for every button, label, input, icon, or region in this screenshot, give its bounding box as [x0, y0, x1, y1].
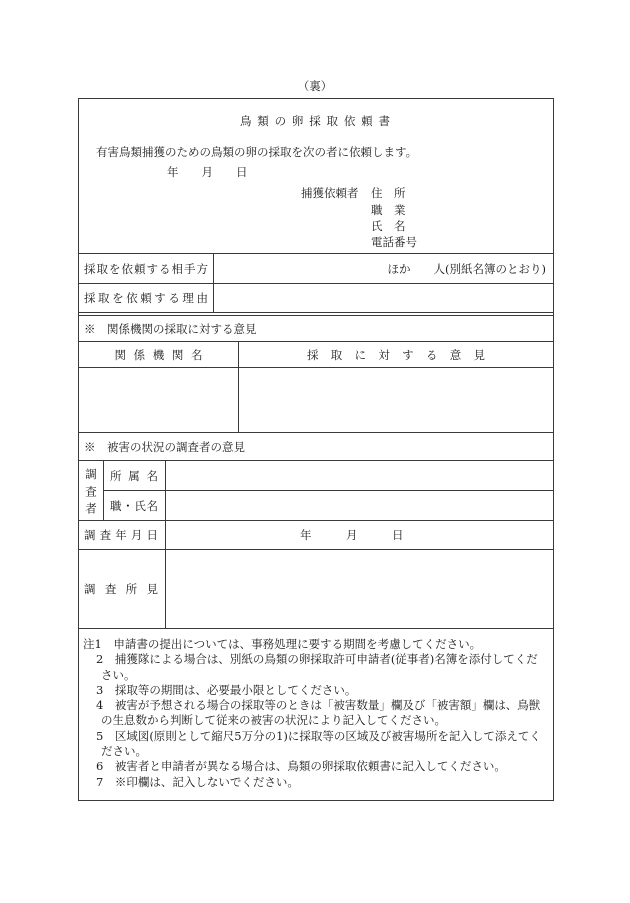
agency-section-title: ※ 関係機関の採取に対する意見 [84, 321, 257, 336]
counterpart-value: ほか 人(別紙名簿のとおり) [387, 261, 546, 276]
affiliation-value-cell [166, 461, 553, 490]
position-name-value-cell [166, 491, 553, 520]
reason-label: 採取を依頼する理由 [84, 291, 208, 305]
note-item [79, 775, 553, 790]
note-line: 5 区域図(原則として縮尺5万分の1)に採取等の区域及び被害場所を記入して添えてく [96, 728, 541, 743]
survey-date-label-cell [79, 521, 166, 549]
requester-label: 捕獲依頼者 [301, 186, 359, 200]
name-label: 氏 名 [371, 219, 406, 233]
investigator-row [79, 461, 553, 521]
position-name-label-cell [104, 491, 166, 520]
phone-label: 電話番号 [371, 235, 417, 249]
note-line: 3 採取等の期間は、必要最小限としてください。 [96, 682, 357, 697]
investigator-label-cell [79, 461, 104, 520]
counterpart-label-cell [79, 254, 214, 283]
survey-findings-value-cell [166, 550, 553, 628]
note-line: 2 捕獲隊による場合は、別紙の鳥類の卵採取許可申請者(従事者)名簿を添付してくだ [96, 652, 538, 667]
reason-value-cell [214, 284, 553, 312]
note-item [79, 698, 553, 729]
survey-findings-label: 調査所見 [84, 582, 158, 596]
investigator-section-title: ※ 被害の状況の調査者の意見 [84, 439, 245, 454]
note-item [79, 637, 553, 652]
note-line: 4 被害が予想される場合の採取等のときは「被害数量」欄及び「被害額」欄は、鳥獣 [96, 698, 541, 713]
page-side-label: （裏） [297, 79, 333, 93]
agency-header-row [79, 342, 553, 368]
survey-date-value-cell [166, 521, 553, 549]
occupation-label: 職 業 [371, 203, 406, 217]
affiliation-label: 所属名 [110, 468, 158, 483]
position-name-row [104, 491, 553, 520]
reason-label-cell [79, 284, 214, 312]
survey-findings-label-cell [79, 550, 166, 628]
counterpart-row [79, 254, 553, 284]
agency-opinion-cell [239, 368, 553, 432]
note-item [79, 652, 553, 683]
form-title: 鳥類の卵採取依頼書 [240, 114, 390, 128]
intro-text: 有害鳥類捕獲のための鳥類の卵の採取を次の者に依頼します。 [96, 145, 418, 159]
notes-section [79, 629, 553, 800]
note-line: さい。 [101, 667, 136, 682]
form-box [78, 98, 554, 801]
note-line: の生息数から判断して従来の被害の状況により記入してください。 [101, 713, 446, 728]
agency-section-title-row [79, 316, 553, 342]
agency-opinion-header: 採取に対する意見 [307, 347, 485, 362]
agency-name-header: 関係機関名 [114, 347, 203, 362]
request-date-line: 年 月 日 [167, 165, 248, 179]
investigator-details [104, 461, 553, 520]
survey-date-value: 年 月 日 [300, 528, 404, 542]
reason-row [79, 284, 553, 313]
investigator-section-title-row [79, 433, 553, 461]
agency-body-row [79, 368, 553, 433]
note-line: 6 被害者と申請者が異なる場合は、鳥類の卵採取依頼書に記入してください。 [96, 759, 506, 774]
note-item [79, 729, 553, 760]
note-line: 7 ※印欄は、記入しないでください。 [96, 774, 299, 789]
investigator-label: 調査者 [84, 467, 98, 514]
header-section [79, 99, 553, 254]
survey-date-row [79, 521, 553, 550]
position-name-label: 職・氏名 [110, 498, 158, 513]
note-line: ださい。 [101, 744, 147, 759]
note-item [79, 759, 553, 774]
agency-name-cell [79, 368, 239, 432]
address-label: 住 所 [371, 186, 406, 200]
counterpart-value-cell [214, 254, 553, 283]
agency-name-header-cell [79, 342, 239, 367]
counterpart-label: 採取を依頼する相手方 [84, 261, 208, 276]
agency-opinion-header-cell [239, 342, 553, 367]
note-line: 注1 申請書の提出については、事務処理に要する期間を考慮してください。 [83, 637, 482, 651]
survey-findings-row [79, 550, 553, 629]
affiliation-row [104, 461, 553, 491]
affiliation-label-cell [104, 461, 166, 490]
survey-date-label: 調査年月日 [84, 528, 158, 542]
note-item [79, 683, 553, 698]
